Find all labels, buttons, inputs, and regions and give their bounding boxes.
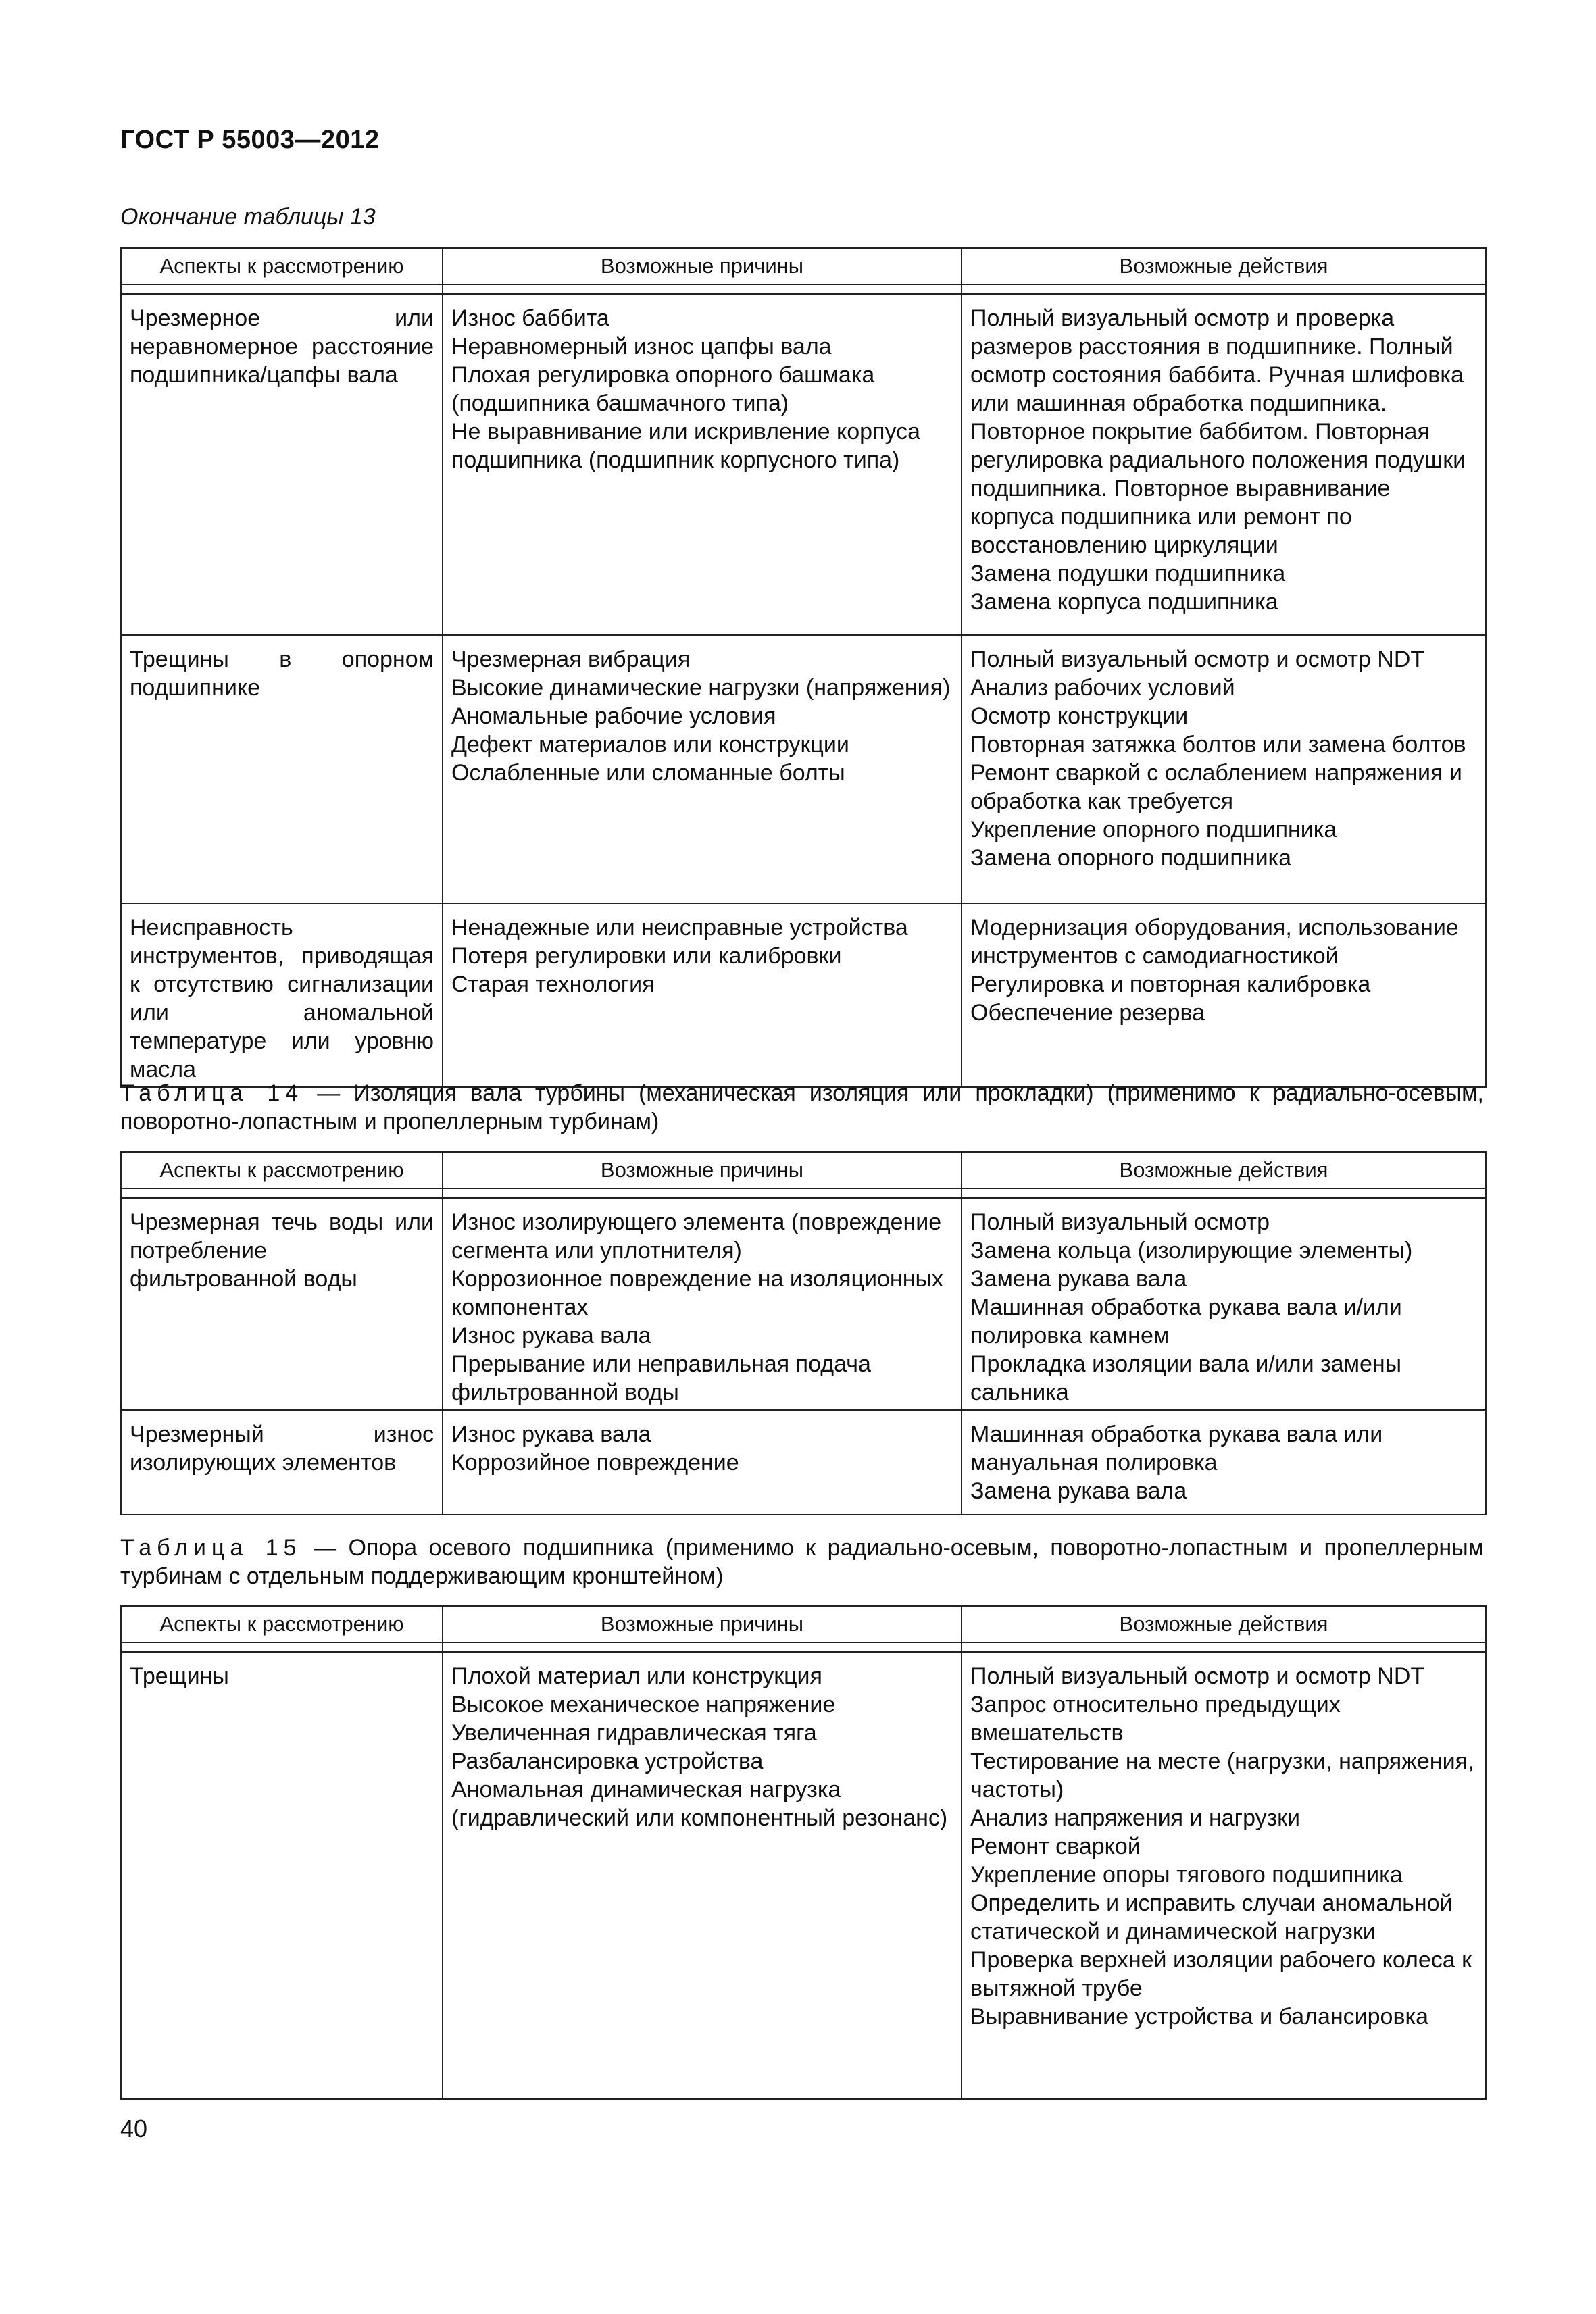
document-id-header: ГОСТ Р 55003—2012 — [120, 126, 380, 154]
table15-caption: Таблица 15 — Опора осевого подшипника (применимо к радиально-осевым, поворотно-лопастным и пропеллерным турбинам с отдельным поддерживающим кронштейном) — [120, 1535, 1485, 1589]
causes-cell: Чрезмерная вибрация Высокие динамические нагрузки (напряжения) Аномальные рабочие условия Дефект материалов или конструкции Ослабленные или сломанные болты — [443, 635, 962, 903]
table-row — [121, 635, 1486, 903]
header-gap-row — [121, 284, 1486, 294]
actions-cell: Полный визуальный осмотр и осмотр NDT Анализ рабочих условий Осмотр конструкции Повторная затяжка болтов или замена болтов Ремонт сваркой с ослаблением напряжения и обработка как требуется Укрепление опорного подшипника Замена опорного подшипника — [962, 635, 1486, 903]
column-header-aspects: Аспекты к рассмотрению — [121, 248, 443, 284]
actions-cell: Машинная обработка рукава вала или мануальная полировка Замена рукава вала — [962, 1410, 1486, 1515]
aspect-cell: Чрезмерный износ изолирующих элементов — [121, 1410, 443, 1515]
table14-caption: Таблица 14 — Изоляция вала турбины (механическая изоляция или прокладки) (применимо к радиально-осевым, поворотно-лопастным и пропеллерным турбинам) — [120, 1080, 1484, 1134]
table-15 — [120, 1605, 1487, 2100]
causes-cell: Износ баббита Неравномерный износ цапфы вала Плохая регулировка опорного башмака (подшипника башмачного типа) Не выравнивание или искривление корпуса подшипника (подшипник корпусного типа) — [443, 294, 962, 635]
aspect-cell: Трещины в опорном подшипнике — [121, 635, 443, 903]
column-header-causes: Возможные причины — [443, 1152, 962, 1188]
table-header-row — [121, 248, 1486, 284]
table-row — [121, 294, 1486, 635]
page-number: 40 — [120, 2115, 148, 2142]
table-header-row — [121, 1606, 1486, 1642]
actions-cell: Полный визуальный осмотр и проверка размеров расстояния в подшипнике. Полный осмотр состояния баббита. Ручная шлифовка или машинная обработка подшипника. Повторное покрытие баббитом. Повторная регулировка радиального положения подушки подшипника. Повторное выравнивание корпуса подшипника или ремонт по восстановлению циркуляции Замена подушки подшипника Замена корпуса подшипника — [962, 294, 1486, 635]
table-13 — [120, 247, 1487, 1088]
table-row — [121, 903, 1486, 1087]
aspect-cell: Чрезмерное или неравномерное расстояние подшипника/цапфы вала — [121, 294, 443, 635]
column-header-actions: Возможные действия — [962, 1606, 1486, 1642]
column-header-causes: Возможные причины — [443, 248, 962, 284]
table-row — [121, 1198, 1486, 1410]
actions-cell: Модернизация оборудования, использование инструментов с самодиагностикой Регулировка и повторная калибровка Обеспечение резерва — [962, 903, 1486, 1087]
actions-cell: Полный визуальный осмотр и осмотр NDT Запрос относительно предыдущих вмешательств Тестирование на месте (нагрузки, напряжения, частоты) Анализ напряжения и нагрузки Ремонт сваркой Укрепление опоры тягового подшипника Определить и исправить случаи аномальной статической и динамической нагрузки Проверка верхней изоляции рабочего колеса к вытяжной трубе Выравнивание устройства и балансировка — [962, 1652, 1486, 2099]
column-header-aspects: Аспекты к рассмотрению — [121, 1606, 443, 1642]
causes-cell: Плохой материал или конструкция Высокое механическое напряжение Увеличенная гидравлическая тяга Разбалансировка устройства Аномальная динамическая нагрузка (гидравлический или компонентный резонанс) — [443, 1652, 962, 2099]
table-14 — [120, 1151, 1487, 1515]
column-header-causes: Возможные причины — [443, 1606, 962, 1642]
causes-cell: Износ рукава вала Коррозийное повреждение — [443, 1410, 962, 1515]
actions-cell: Полный визуальный осмотр Замена кольца (изолирующие элементы) Замена рукава вала Машинная обработка рукава вала и/или полировка камнем Прокладка изоляции вала и/или замены сальника — [962, 1198, 1486, 1410]
header-gap-row — [121, 1188, 1486, 1198]
column-header-aspects: Аспекты к рассмотрению — [121, 1152, 443, 1188]
table13-continuation-caption: Окончание таблицы 13 — [120, 204, 376, 230]
column-header-actions: Возможные действия — [962, 248, 1486, 284]
causes-cell: Ненадежные или неисправные устройства Потеря регулировки или калибровки Старая технология — [443, 903, 962, 1087]
table-header-row — [121, 1152, 1486, 1188]
table-row — [121, 1410, 1486, 1515]
aspect-cell: Неисправность инструментов, приводящая к отсутствию сигнализации или аномальной температуре или уровню масла — [121, 903, 443, 1087]
column-header-actions: Возможные действия — [962, 1152, 1486, 1188]
aspect-cell: Чрезмерная течь воды или потребление фильтрованной воды — [121, 1198, 443, 1410]
table-row — [121, 1652, 1486, 2099]
header-gap-row — [121, 1642, 1486, 1652]
causes-cell: Износ изолирующего элемента (повреждение сегмента или уплотнителя) Коррозионное повреждение на изоляционных компонентах Износ рукава вала Прерывание или неправильная подача фильтрованной воды — [443, 1198, 962, 1410]
aspect-cell: Трещины — [121, 1652, 443, 2099]
